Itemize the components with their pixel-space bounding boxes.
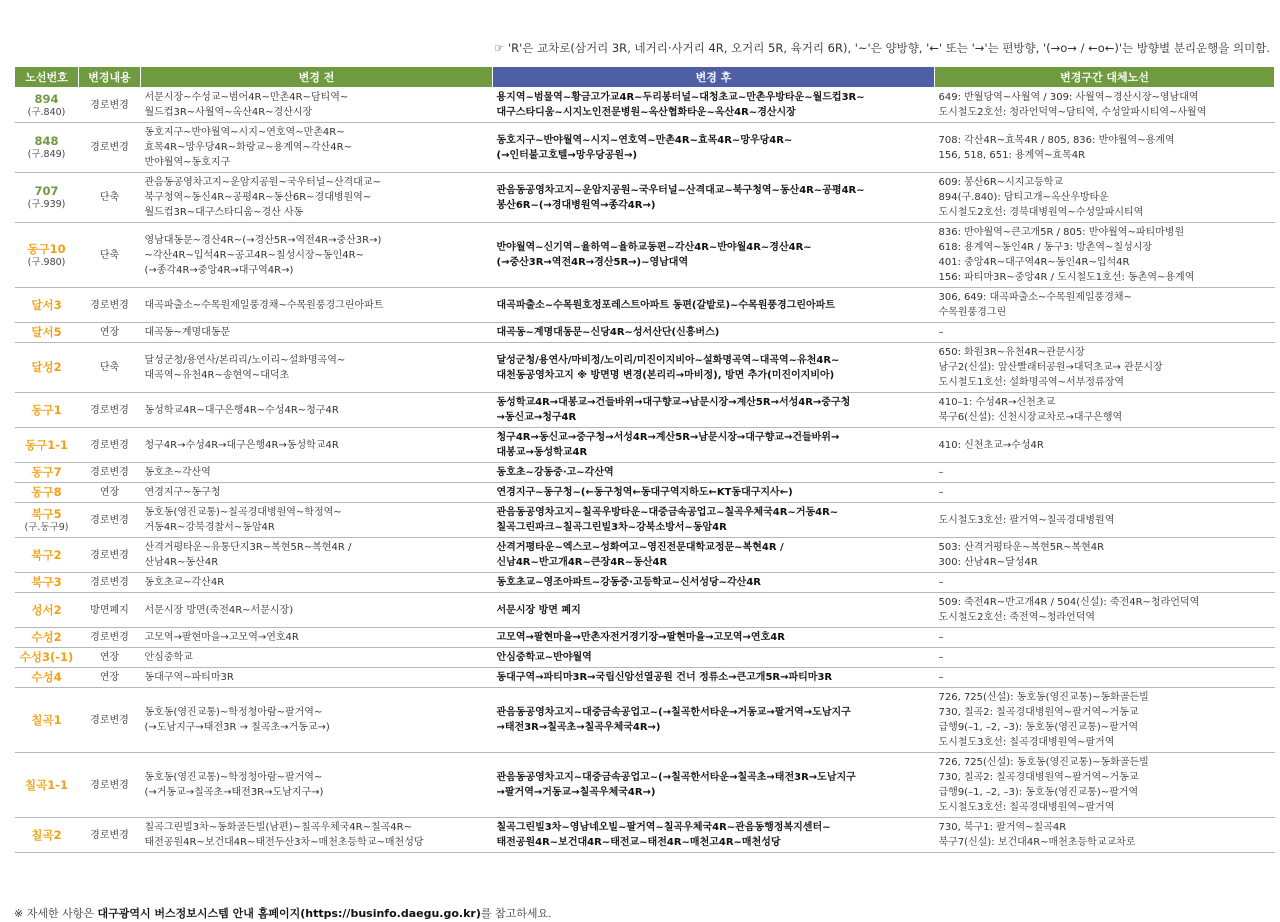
after-route-cell: 안심중학교~반야월역 (493, 648, 935, 668)
header-before: 변경 전 (141, 67, 493, 88)
change-type-cell: 경로변경 (79, 393, 141, 428)
route-number-cell (15, 393, 79, 428)
route-old-number: (구.980) (27, 256, 66, 268)
route-number: 894 (34, 91, 59, 106)
change-type-cell: 경로변경 (79, 428, 141, 463)
header-after: 변경 후 (493, 67, 935, 88)
change-type-cell: 단축 (79, 173, 141, 223)
route-number-cell (15, 223, 79, 288)
route-number: 칠곡1-1 (25, 777, 68, 792)
route-number: 북구2 (31, 547, 62, 562)
change-type-cell: 경로변경 (79, 628, 141, 648)
change-type-cell: 단축 (79, 223, 141, 288)
route-number: 동구1-1 (25, 437, 68, 452)
alternative-routes-cell: 도시철도3호선: 팔거역~칠곡경대병원역 (935, 503, 1275, 538)
table-row (15, 593, 1275, 628)
alternative-routes-cell: – (935, 628, 1275, 648)
route-number-cell (15, 593, 79, 628)
route-old-number: (구.849) (27, 149, 66, 160)
route-number-cell (15, 123, 79, 173)
change-type-cell: 경로변경 (79, 573, 141, 593)
route-number-cell (15, 463, 79, 483)
route-number: 707 (34, 184, 59, 198)
change-type-cell: 연장 (79, 648, 141, 668)
change-type-cell: 경로변경 (79, 503, 141, 538)
route-number-cell (15, 173, 79, 223)
alternative-routes-cell: – (935, 463, 1275, 483)
change-type-cell: 단축 (79, 343, 141, 393)
table-header-row (15, 67, 1275, 88)
alternative-routes-cell: – (935, 573, 1275, 593)
after-route-cell: 달성군청/용연사/마비정/노이리/미진이지비아~설화명곡역~대곡역~유천4R~ 대천동공영차고지 ※ 방면명 변경(본리리→마비정), 방면 추가(미진이지비아) (493, 343, 935, 393)
table-row (15, 463, 1275, 483)
after-route-cell: 동호초~강동중·고~각산역 (493, 463, 935, 483)
after-route-cell: 고모역→팔현마을→만촌자전거경기장→팔현마을→고모역→연호4R (493, 628, 935, 648)
alternative-routes-cell: 650: 화원3R~유천4R~관문시장 남구2(신설): 앞산빨래터공원→대덕초교→ 관문시장 도시철도1호선: 설화명곡역~서부정류장역 (935, 343, 1275, 393)
route-number: 달서3 (31, 297, 62, 312)
alternative-routes-cell: 410: 신천초교→수성4R (935, 428, 1275, 463)
alternative-routes-cell: 730, 북구1: 팔거역~칠곡4R 북구7(신설): 보건대4R~매천초등학교교차로 (935, 818, 1275, 853)
change-type-cell: 연장 (79, 668, 141, 688)
after-route-cell: 반야월역~신기역~율하역~율하교동편~각산4R~반야월4R~경산4R~ (→중산3R→역전4R→경산5R→)~영남대역 (493, 223, 935, 288)
change-type-cell: 경로변경 (79, 538, 141, 573)
table-row (15, 123, 1275, 173)
alternative-routes-cell: 503: 산격거평타운~복현5R~복현4R 300: 산남4R~달성4R (935, 538, 1275, 573)
route-number-cell (15, 648, 79, 668)
route-number: 칠곡1 (31, 712, 62, 727)
route-number: 수성2 (31, 630, 62, 644)
route-old-number: (구.939) (27, 199, 66, 210)
change-type-cell: 연장 (79, 323, 141, 343)
table-row (15, 503, 1275, 538)
route-number-cell (15, 323, 79, 343)
route-old-number: (구.동구9) (24, 521, 69, 533)
route-number: 동구1 (31, 402, 62, 417)
table-row (15, 393, 1275, 428)
table-row (15, 428, 1275, 463)
legend-note: ☞ 'R'은 교차로(삼거리 3R, 네거리·사거리 4R, 오거리 5R, 육거리 6R), '~'은 양방향, '←' 또는 '→'는 편방향, '(→o→ / ←o←)'는 방향별 분리운행을 의미함. (494, 41, 1270, 55)
after-route-cell: 동성학교4R→대봉교→건들바위→대구향교→남문시장→계산5R→서성4R→중구청 →동신교→청구4R (493, 393, 935, 428)
after-route-cell: 관음동공영차고지~대중금속공업고~(→칠곡한서타운→거동교→팔거역→도남지구 →태전3R→칠곡초→칠곡우체국4R→) (493, 688, 935, 753)
route-number: 수성3(-1) (19, 650, 74, 664)
route-number: 동구10 (27, 241, 66, 256)
table-body (15, 88, 1275, 853)
route-number-cell (15, 628, 79, 648)
route-number-cell (15, 818, 79, 853)
route-number-cell (15, 428, 79, 463)
before-route-cell: 대곡파출소~수목원제일풍경채~수목원풍경그린아파트 (141, 288, 493, 323)
change-type-cell: 경로변경 (79, 753, 141, 818)
after-route-cell: 용지역~범물역~황금고가교4R~두리봉터널~대청초교~만촌우방타운~월드컵3R~ 대구스타디움~시지노인전문병원~옥산협화타운~옥산4R~경산시장 (493, 88, 935, 123)
table-row (15, 628, 1275, 648)
before-route-cell: 안심중학교 (141, 648, 493, 668)
before-route-cell: 동호동(영진교통)~칠곡경대병원역~학정역~ 거동4R~강북경찰서~동암4R (141, 503, 493, 538)
before-route-cell: 동호동(영진교통)~학정청아람~팔거역~ (→도남지구→태전3R → 칠곡초→거동교→) (141, 688, 493, 753)
before-route-cell: 서문시장 방면(죽전4R~서문시장) (141, 593, 493, 628)
alternative-routes-cell: 649: 반월당역~사월역 / 309: 사월역~경산시장~영남대역 도시철도2호선: 청라언덕역~담티역, 수성알파시티역~사월역 (935, 88, 1275, 123)
alternative-routes-cell: 708: 각산4R~효목4R / 805, 836: 반야월역~용계역 156, 518, 651: 용계역~효목4R (935, 123, 1275, 173)
alternative-routes-cell: 726, 725(신설): 동호동(영진교통)~동화골든빌 730, 칠곡2: 칠곡경대병원역~팔거역~거동교 급행9(–1, –2, –3): 동호동(영진교통)~팔거역 도시철도3호선: 칠곡경대병원역~팔거역 (935, 688, 1275, 753)
table-row (15, 538, 1275, 573)
before-route-cell: 동호지구~반야월역~시지~연호역~만촌4R~ 효목4R~망우당4R~화랑교~용계역~각산4R~ 반야월역~동호지구 (141, 123, 493, 173)
table-row (15, 648, 1275, 668)
before-route-cell: 연경지구~동구청 (141, 483, 493, 503)
route-number: 성서2 (31, 602, 62, 617)
after-route-cell: 관음동공영차고지~운암지공원~국우터널~산격대교~북구청역~동산4R~공평4R~ 봉산6R~(→경대병원역→종각4R→) (493, 173, 935, 223)
after-route-cell: 동호초교~영조아파트~강동중·고등학교~신서성당~각산4R (493, 573, 935, 593)
route-number-cell (15, 538, 79, 573)
route-number-cell (15, 573, 79, 593)
after-route-cell: 연경지구~동구청~(←동구청역←동대구역지하도←KT동대구지사←) (493, 483, 935, 503)
alternative-routes-cell: – (935, 668, 1275, 688)
after-route-cell: 대곡파출소~수목원호정포레스트아파트 동편(갈밭로)~수목원풍경그린아파트 (493, 288, 935, 323)
route-number-cell (15, 668, 79, 688)
before-route-cell: 동대구역~파티마3R (141, 668, 493, 688)
after-route-cell: 산격거평타운~엑스코~성화여고~영진전문대학교정문~복현4R / 신남4R~반고개4R~큰장4R~동산4R (493, 538, 935, 573)
table-row (15, 223, 1275, 288)
before-route-cell: 청구4R→수성4R→대구은행4R→동성학교4R (141, 428, 493, 463)
change-type-cell: 경로변경 (79, 463, 141, 483)
change-type-cell: 경로변경 (79, 123, 141, 173)
change-type-cell: 경로변경 (79, 88, 141, 123)
footnote-suffix: 를 참고하세요. (480, 907, 552, 920)
change-type-cell: 연장 (79, 483, 141, 503)
route-number: 848 (34, 134, 59, 148)
before-route-cell: 산격거평타운~유통단지3R~복현5R~복현4R / 산남4R~동산4R (141, 538, 493, 573)
route-number: 칠곡2 (31, 827, 62, 842)
before-route-cell: 동성학교4R~대구은행4R~수성4R~청구4R (141, 393, 493, 428)
table-row (15, 573, 1275, 593)
alternative-routes-cell: 726, 725(신설): 동호동(영진교통)~동화골든빌 730, 칠곡2: 칠곡경대병원역~팔거역~거동교 급행9(–1, –2, –3): 동호동(영진교통)~팔거역 도시철도3호선: 칠곡경대병원역~팔거역 (935, 753, 1275, 818)
table-row (15, 818, 1275, 853)
table-row (15, 288, 1275, 323)
footnote-link[interactable]: 대구광역시 버스정보시스템 안내 홈페이지(https://businfo.daegu.go.kr) (97, 907, 481, 920)
before-route-cell: 관음동공영차고지~운암지공원~국우터널~산격대교~ 북구청역~동신4R~공평4R~동산6R~경대병원역~ 월드컵3R~대구스타디움~경산 사동 (141, 173, 493, 223)
after-route-cell: 칠곡그린빌3차~영남네오빌~팔거역~칠곡우체국4R~관음동행정복지센터~ 태전공원4R~보건대4R~태전교~태전4R~매천고4R~매천성당 (493, 818, 935, 853)
route-number: 달성2 (31, 360, 62, 374)
before-route-cell: 칠곡그린빌3차~동화골든빌(남편)~칠곡우체국4R~칠곡4R~ 태전공원4R~보건대4R~태전두산3차~매천초등학교~매천성당 (141, 818, 493, 853)
before-route-cell: 서문시장~수성교~범어4R~만촌4R~담티역~ 월드컵3R~사월역~옥산4R~경산시장 (141, 88, 493, 123)
table-row (15, 483, 1275, 503)
before-route-cell: 달성군청/용연사/본리리/노이리~설화명곡역~ 대곡역~유천4R~송현역~대덕초 (141, 343, 493, 393)
route-number: 북구5 (31, 506, 62, 521)
before-route-cell: 동호동(영진교통)~학정청아람~팔거역~ (→거동교→칠곡초→태전3R→도남지구→) (141, 753, 493, 818)
footnote (14, 905, 552, 921)
after-route-cell: 대곡동~계명대동문~신당4R~성서산단(신흥버스) (493, 323, 935, 343)
before-route-cell: 대곡동~계명대동문 (141, 323, 493, 343)
route-number-cell (15, 483, 79, 503)
alternative-routes-cell: 836: 반야월역~큰고개5R / 805: 반야월역~파티마병원 618: 용계역~동인4R / 동구3: 방촌역~칠성시장 401: 중앙4R~대구역4R~동인4R~입석4R 156: 파티마3R~중앙4R / 도시철도1호선: 동촌역~용계역 (935, 223, 1275, 288)
before-route-cell: 영남대동문~경산4R~(→경산5R→역전4R→중산3R→) ~각산4R~입석4R~공고4R~칠성시장~동인4R~ (→종각4R→중앙4R→대구역4R→) (141, 223, 493, 288)
after-route-cell: 관음동공영차고지~대중금속공업고~(→칠곡한서타운→칠곡초→태전3R→도남지구 →팔거역→거동교→칠곡우체국4R→) (493, 753, 935, 818)
route-number: 달서5 (31, 325, 62, 339)
table-row (15, 88, 1275, 123)
alternative-routes-cell: – (935, 323, 1275, 343)
footnote-prefix: ※ 자세한 사항은 (14, 907, 98, 920)
route-old-number: (구.840) (27, 106, 66, 118)
table-row (15, 343, 1275, 393)
route-number-cell (15, 503, 79, 538)
alternative-routes-cell: 609: 봉산6R~시지고등학교 894(구.840): 담티고개~옥산우방타운 도시철도2호선: 경북대병원역~수성알파시티역 (935, 173, 1275, 223)
header-alt: 변경구간 대체노선 (935, 67, 1275, 88)
route-number: 북구3 (31, 575, 62, 589)
alternative-routes-cell: – (935, 648, 1275, 668)
alternative-routes-cell: 410–1: 수성4R→신천초교 북구6(신설): 신천시장교차로→대구은행역 (935, 393, 1275, 428)
after-route-cell: 청구4R→동신교→중구청→서성4R→계산5R→남문시장→대구향교→건들바위→ 대봉교→동성학교4R (493, 428, 935, 463)
header-route: 노선번호 (15, 67, 79, 88)
change-type-cell: 경로변경 (79, 288, 141, 323)
before-route-cell: 동호초~각산역 (141, 463, 493, 483)
route-number: 동구8 (31, 485, 62, 499)
alternative-routes-cell: – (935, 483, 1275, 503)
route-number-cell (15, 753, 79, 818)
after-route-cell: 관음동공영차고지~칠곡우방타운~대중금속공업고~칠곡우체국4R~거동4R~ 칠곡그린파크~칠곡그린빌3차~강북소방서~동암4R (493, 503, 935, 538)
alternative-routes-cell: 509: 죽전4R~반고개4R / 504(신설): 죽전4R~청라언덕역 도시철도2호선: 죽전역~청라언덕역 (935, 593, 1275, 628)
after-route-cell: 동대구역→파티마3R→국립신암선열공원 건너 정류소→큰고개5R→파티마3R (493, 668, 935, 688)
table-row (15, 173, 1275, 223)
route-number: 수성4 (31, 670, 62, 684)
route-number-cell (15, 288, 79, 323)
table-row (15, 323, 1275, 343)
change-type-cell: 경로변경 (79, 688, 141, 753)
alternative-routes-cell: 306, 649: 대곡파출소~수목원제일풍경채~ 수목원풍경그린 (935, 288, 1275, 323)
table-row (15, 753, 1275, 818)
route-number-cell (15, 688, 79, 753)
after-route-cell: 서문시장 방면 폐지 (493, 593, 935, 628)
before-route-cell: 고모역→팔현마을→고모역→연호4R (141, 628, 493, 648)
change-type-cell: 방면폐지 (79, 593, 141, 628)
after-route-cell: 동호지구~반야월역~시지~연호역~만촌4R~효목4R~망우당4R~ (→인터불고호텔→망우당공원→) (493, 123, 935, 173)
route-change-table (14, 66, 1275, 853)
route-number: 동구7 (31, 465, 62, 479)
header-type: 변경내용 (79, 67, 141, 88)
route-number-cell (15, 343, 79, 393)
route-number-cell (15, 88, 79, 123)
change-type-cell: 경로변경 (79, 818, 141, 853)
before-route-cell: 동호초교~각산4R (141, 573, 493, 593)
table-row (15, 668, 1275, 688)
table-row (15, 688, 1275, 753)
